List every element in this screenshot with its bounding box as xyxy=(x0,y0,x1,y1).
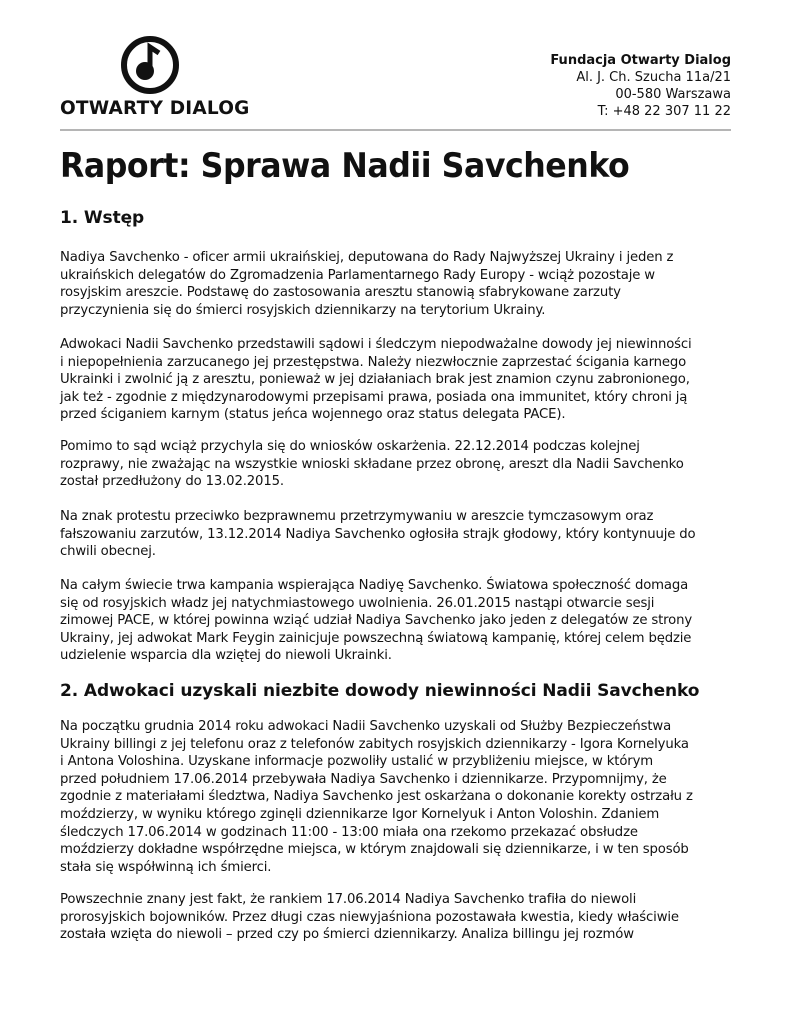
paragraph xyxy=(60,891,740,944)
text-line: stała się współwinną ich śmierci. xyxy=(60,859,272,875)
text-line: Ukrainy billingi z jej telefonu oraz z telefonów zabitych rosyjskich dziennikarzy - Igora Kornelyuka xyxy=(60,736,689,752)
text-line: udzielenie wsparcia dla wziętej do niewoli Ukrainki. xyxy=(60,648,392,664)
paragraph xyxy=(60,336,740,424)
text-line: rozprawy, nie zważając na wszystkie wnioski składane przez obronę, areszt dla Nadii Savchenko xyxy=(60,456,684,472)
address-line: 00-580 Warszawa xyxy=(615,87,731,102)
logo-icon xyxy=(119,34,181,96)
phone-line: T: +48 22 307 11 22 xyxy=(597,104,731,119)
paragraph xyxy=(60,718,740,876)
text-line: prorosyjskich bojowników. Przez długi czas niewyjaśniona pozostawała kwestia, kiedy właściwie xyxy=(60,909,679,925)
paragraph xyxy=(60,438,740,491)
text-line: Ukrainy, jej adwokat Mark Feygin zainicjuje powszechną światową kampanię, której celem będzie xyxy=(60,630,692,646)
text-line: Nadiya Savchenko - oficer armii ukraińskiej, deputowana do Rady Najwyższej Ukrainy i jeden z xyxy=(60,250,674,265)
header-divider xyxy=(60,129,731,131)
text-line: rosyjskim areszcie. Podstawę do zastosowania aresztu stanowią sfabrykowane zarzuty xyxy=(60,285,621,301)
text-line: śledczych 17.06.2014 w godzinach 11:00 - 13:00 miała ona rzekomo przekazać obsłudze xyxy=(60,824,638,840)
logo xyxy=(60,34,260,124)
section-heading-evidence: 2. Adwokaci uzyskali niezbite dowody niewinności Nadii Savchenko xyxy=(60,681,700,701)
text-line: ukraińskich delegatów do Zgromadzenia Parlamentarnego Rady Europy - wciąż pozostaje w xyxy=(60,267,655,283)
text-line: chwili obecnej. xyxy=(60,544,156,560)
paragraph xyxy=(60,249,740,319)
organization-address xyxy=(550,52,731,120)
text-line: Na całym świecie trwa kampania wspierająca Nadiyę Savchenko. Światowa społeczność domaga xyxy=(60,578,689,593)
text-line: Na początku grudnia 2014 roku adwokaci Nadii Savchenko uzyskali od Służby Bezpieczeństwa xyxy=(60,719,672,734)
text-line: Adwokaci Nadii Savchenko przedstawili sądowi i śledczym niepodważalne dowody jej niewinności xyxy=(60,337,692,352)
text-line: Powszechnie znany jest fakt, że rankiem 17.06.2014 Nadiya Savchenko trafiła do niewoli xyxy=(60,892,637,907)
logo-text: OTWARTY DIALOG xyxy=(60,98,250,119)
text-line: moździerzy dokładne współrzędne miejsca, w którym znajdowali się dziennikarze, i w ten sposób xyxy=(60,842,689,858)
text-line: Ukrainki i zwolnić ją z aresztu, ponieważ w jej działaniach brak jest znamion czynu zabronionego, xyxy=(60,372,690,388)
text-line: Na znak protestu przeciwko bezprawnemu przetrzymywaniu w areszcie tymczasowym oraz xyxy=(60,509,654,524)
address-line: Al. J. Ch. Szucha 11a/21 xyxy=(576,70,731,85)
organization-name: Fundacja Otwarty Dialog xyxy=(550,53,731,68)
text-line: się od rosyjskich władz jej natychmiastowego uwolnienia. 26.01.2015 nastąpi otwarcie sesji xyxy=(60,595,655,611)
text-line: został przedłużony do 13.02.2015. xyxy=(60,474,284,490)
text-line: i niepopełnienia zarzucanego jej przestępstwa. Należy niezwłocznie zaprzestać ścigania karnego xyxy=(60,354,687,370)
paragraph xyxy=(60,577,740,665)
report-title: Raport: Sprawa Nadii Savchenko xyxy=(60,146,630,186)
text-line: zgodnie z materiałami śledztwa, Nadiya Savchenko jest oskarżana o dokonanie korekty ostrzału z xyxy=(60,789,693,805)
text-line: fałszowaniu zarzutów, 13.12.2014 Nadiya Savchenko ogłosiła strajk głodowy, który kontynuuje do xyxy=(60,526,696,542)
paragraph xyxy=(60,508,740,561)
text-line: moździerzy, w wyniku którego zginęli dziennikarze Igor Kornelyuk i Anton Voloshin. Zdaniem xyxy=(60,806,660,822)
text-line: przyczynienia się do śmierci rosyjskich dziennikarzy na terytorium Ukrainy. xyxy=(60,302,546,318)
text-line: przed południem 17.06.2014 przebywała Nadiya Savchenko i dziennikarze. Przypomnijmy, że xyxy=(60,771,667,787)
text-line: zimowej PACE, w której powinna wziąć udział Nadiya Savchenko jako jeden z delegatów ze strony xyxy=(60,613,693,629)
text-line: Pomimo to sąd wciąż przychyla się do wniosków oskarżenia. 22.12.2014 podczas kolejnej xyxy=(60,439,640,454)
section-heading-intro: 1. Wstęp xyxy=(60,208,145,228)
text-line: przed ściganiem karnym (status jeńca wojennego oraz status delegata PACE). xyxy=(60,407,566,423)
text-line: i Antona Voloshina. Uzyskane informacje pozwoliły ustalić w przybliżeniu miejsce, w którym xyxy=(60,754,653,770)
text-line: jak też - zgodnie z międzynarodowymi przepisami prawa, posiada ona immunitet, który chroni ją xyxy=(60,389,688,405)
text-line: została wzięta do niewoli – przed czy po śmierci dziennikarzy. Analiza billingu jej rozmów xyxy=(60,927,634,943)
